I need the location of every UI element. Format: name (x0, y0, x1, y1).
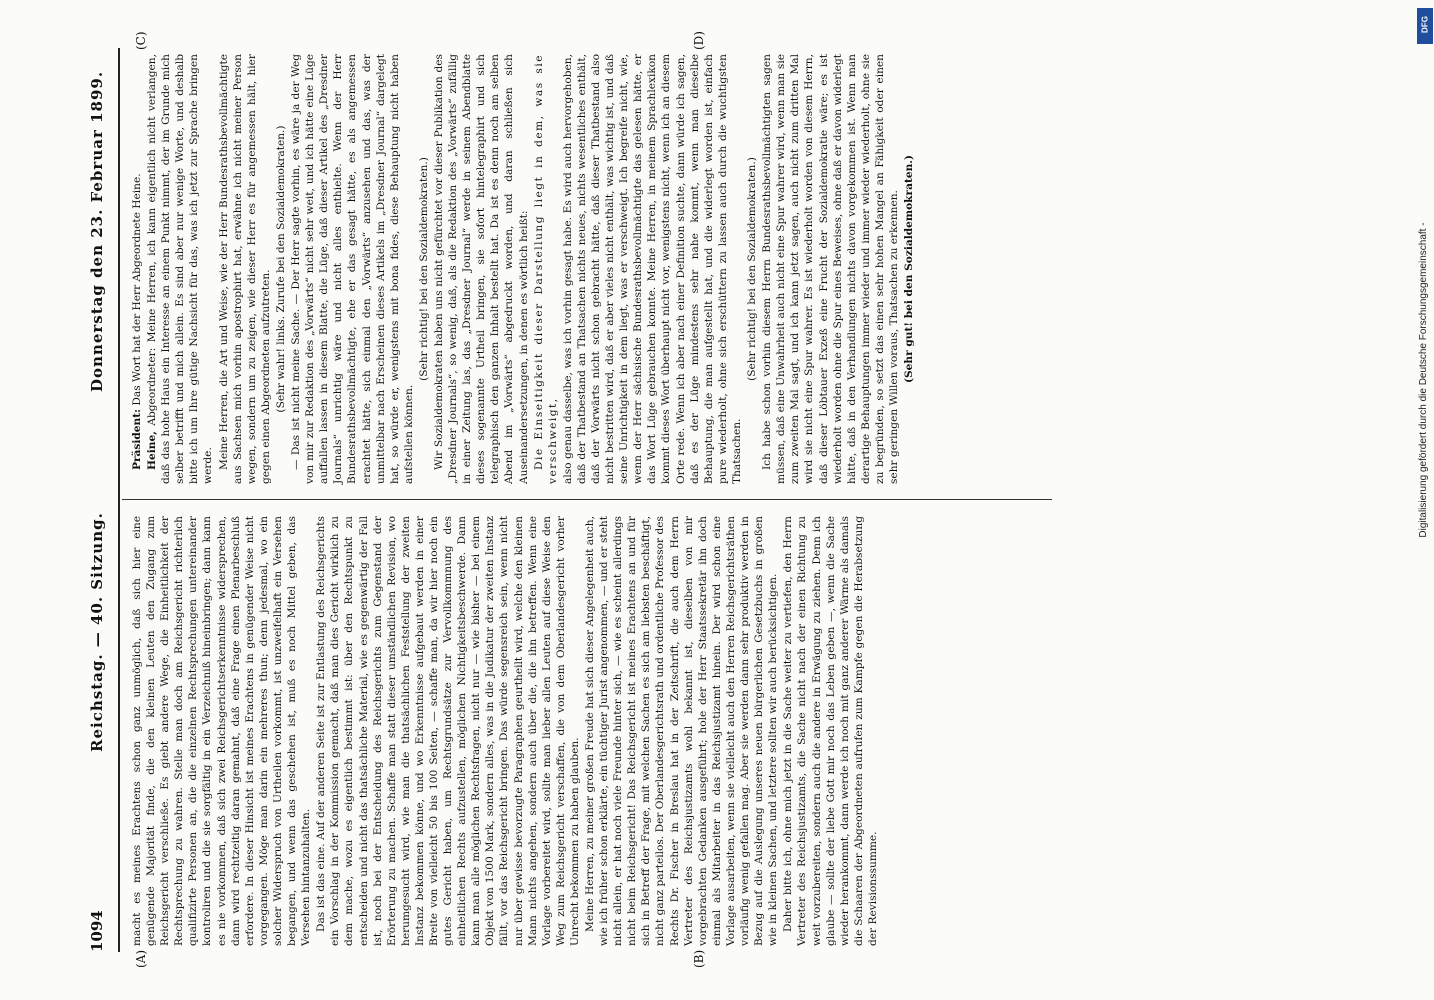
right-paragraph-2: — Das ist nicht meine Sache. — Der Herr sagte vorhin, es wäre ja der Weg von mir zur Redaktion des „Vorwärts“ nicht sehr weit, und ich hätte eine Lüge auffallen lassen in diesem Blatte, die Lüge, daß dieser Artikel des „Dresdner Journals“ unrichtig wäre und nicht alles enthielte. Wenn der Herr Bundesrathsbevollmächtigte, ehe er das gesagt hätte, es als angemessen erachtet hätte, sich einmal den „Vorwärts“ anzusehen und das, was der unmittelbar nach Erscheinen dieses Artikels im „Dresdner Journal“ dargelegt hat, so würde er, wenigstens mit bona fides, diese Behauptung nicht haben aufstellen können. (290, 54, 415, 484)
left-column (130, 516, 1210, 946)
interjection-2: (Sehr richtig! bei den Sozialdemokraten.) (417, 157, 430, 381)
right-column (130, 54, 916, 484)
digitization-credit: Digitalisierung gefördert durch die Deutsche Forschungsgemeinschaft - (1418, 222, 1429, 538)
right-paragraph-4: also genau dasselbe, was ich vorhin gesagt habe. Es wird auch hervorgehoben, daß der Thatbestand an Thatsachen nichts neues, nichts wesentliches enthält, daß der Vorwärts nicht schon gebracht hätte, daß dieser Thatbestand also nicht bestritten wird, daß er aber vieles nicht enthält, was wichtig ist, und daß seine Unrichtigkeit in dem liegt, was er verschweigt. Ich begreife nicht, wie, wenn der Herr sächsische Bundesrathsbevollmächtigte das gelesen hätte, er das Wort Lüge gebrauchen konnte. Meine Herren, in meinem Sprachlexikon kommt dieses Wort überhaupt nicht vor, wenigstens nicht, wenn ich an diesem Orte rede. Wenn ich aber nach einer Definition suchte, dann würde ich sagen, daß es der Lüge mindestens sehr nahe kommt, wenn man dieselbe Behauptung, die man aufgestellt hat, und die widerlegt worden ist, einfach pure wiederholt, ohne sich erschüttern zu lassen auch durch die wuchtigsten Thatsachen. (561, 54, 743, 484)
dfg-logo: DFG (1417, 8, 1433, 44)
left-paragraph-4: Daher bitte ich, ohne mich jetzt in die Sache weiter zu vertiefen, den Herrn Vertreter des Reichsjustizamts, die Sache nicht nach der einen Richtung zu weit vorzubereiten, sondern auch die andere in Erwägung zu ziehen. Denn ich glaube — sollte der liebe Gott mir noch das Leben geben —, wenn die Sache wieder herankommt, dann werde ich noch mit ganz anderer Wärme als damals die Schaaren der Abgeordneten aufrufen zum Kampfe gegen die Herabsetzung der Revisionssumme. (782, 516, 879, 946)
margin-marker-d: (D) (692, 31, 706, 50)
right-paragraph-1: Meine Herren, die Art und Weise, wie der Herr Bundesrathsbevollmächtigte aus Sachsen mich vorhin apostrophirt hat, erwähne ich nicht meiner Person wegen, sondern um zu zeigen, wie dieser Herr es für angemessen hält, hier gegen einen Abgeordneten aufzutreten. (217, 54, 272, 484)
quoted-passage: Die Einseitigkeit dieser Darstellung liegt in dem, was sie verschweigt, (532, 54, 559, 484)
president-text: Das Wort hat der Herr Abgeordnete Heine. (131, 173, 143, 406)
heine-speech (145, 54, 215, 484)
left-paragraph-1: macht es meines Erachtens schon ganz unmöglich, daß sich hier eine genügende Majorität finde, die den kleinen Leuten den Zugang zum Reichsgericht verschließe. Es giebt andere Wege, die Einheitlichkeit der Rechtsprechung zu wahren. Stelle man doch am Reichsgericht richterlich qualifizirte Personen an, die die einzelnen Rechtsprechungen untereinander kontroliren und die sie sorgfältig in ein Verzeichniß hineinbringen; dann kann es nie vorkommen, daß sich zwei Reichsgerichtserkenntnisse widersprechen, dann wird rechtzeitig daran gemahnt, daß eine Frage einen Plenarbeschluß erfordere. In dieser Hinsicht ist meines Erachtens in genügender Weise nicht vorgegangen. Möge man darin ein mehreres thun; denn jedesmal, wo ein solcher Widerspruch von Urtheilen vorkommt, ist unzweifelhaft ein Versehen begangen, und wenn das geschehen ist, muß es noch Mittel geben, das Versehen hintanzuhalten. (131, 516, 313, 946)
interjection-1: (Sehr wahr! links. Zurufe bei den Sozialdemokraten.) (274, 125, 287, 413)
margin-marker-c: (C) (134, 31, 148, 50)
interjection-3: (Sehr richtig! bei den Sozialdemokraten.) (746, 157, 759, 381)
column-divider (122, 499, 1052, 500)
digitization-sidebar (1416, 0, 1434, 1000)
margin-marker-b: (B) (692, 949, 706, 968)
left-running-head: Reichstag. — 40. Sitzung. (88, 512, 106, 752)
left-paragraph-2: Das ist das eine. Auf der anderen Seite ist zur Entlastung des Reichsgerichts ein Vorschlag in der Kommission gemacht, daß man dies Gericht wirklich zu dem mache, wozu es eigentlich bestimmt ist: über den Rechtspunkt zu entscheiden und nicht das thatsächliche Material, wie es gegenwärtig der Fall ist, noch bei der Entscheidung des Reichsgerichts zum Gegenstand der Erörterung zu machen. Schaffe man statt dieser umständlichen Revision, wo herumgesucht wird, wie man die thatsächlichen Feststellung der zweiten Instanz bekommen könne, und wo Erkenntnisse aufgebaut werden in einer Breite von vielleicht 50 bis 100 Seiten, — schaffe man, da wir hier noch ein gutes Gericht haben, um Rechtsgrundsätze zur Vervollkommnung des einheitlichen Rechts aufzustellen, möglichen Nichtigkeitsbeschwerde. Dann kann man alle möglichen Rechtsfragen, nicht nur — wie bisher — bei einem Objekt von 1500 Mark, sondern alles, was in die Judikatur der zweiten Instanz fällt, vor das Reichsgericht bringen. Das würde segensreich sein, wenn nicht nur über gewisse bevorzugte Paragraphen geurtheilt wird, welche den kleinen Mann nichts angehen, sondern auch über die, die ihn betreffen. Wenn eine Vorlage vorbereitet wird, sollte man lieber allen Leuten auf diese Weise den Weg zum Reichsgericht verschaffen, die von dem Oberlandesgericht vorher Unrecht bekommen zu haben glauben. (315, 516, 581, 946)
president-speech (130, 54, 144, 484)
heine-intro-text: Abgeordneter: Meine Herren, ich kann eigentlich nicht verlangen, daß das hohe Haus ein Interesse an einem Punkt nimmt, der im Grunde mich selber betrifft und mich allein. Es sind aber nur wenige Worte, und deshalb bitte ich um Ihre gütige Nachsicht für das, was ich jetzt zur Sprache bringen werde. (146, 54, 215, 484)
left-paragraph-3: Meine Herren, zu meiner großen Freude hat sich dieser Angelegenheit auch, wie ich früher schon erklärte, ein tüchtiger Jurist angenommen, — und er steht nicht allein, er hat noch viele Freunde hinter sich, — wie es scheint allerdings nicht beim Reichsgericht! Das Reichsgericht ist meines Erachtens an und für sich in Betreff der Frage, mit welchen Sachen es sich am liebsten beschäftigt, nicht ganz parteilos. Der Oberlandesgerichtsrath und ordentliche Professor des Rechts Dr. Fischer in Breslau hat in der Zeitschrift, die auch dem Herrn Vertreter des Reichsjustizamts wohl bekannt ist, dieselben von mir vorgebrachten Gedanken ausgeführt; hole der Herr Staatssekretär ihn doch einmal als Mitarbeiter in das Reichsjustizamt hinein. Der wird schon eine Vorlage ausarbeiten, wenn sie vielleicht auch den Herren Reichsgerichtsräthen vorläufig wenig gefallen mag. Aber sie werden dann sehr produktiv werden in Bezug auf die Auslegung unseres neuen bürgerlichen Gesetzbuchs in großen wie in kleinen Sachen, und letztere sollten wir auch berücksichtigen. (584, 516, 780, 946)
header-rule (118, 48, 120, 952)
speaker-president: Präsident: (131, 408, 143, 470)
speaker-heine: Heine, (146, 431, 159, 470)
page-number: 1094 (88, 910, 106, 952)
right-paragraph-3: Wir Sozialdemokraten haben uns nicht gefürchtet vor dieser Publikation des „Dresdner Journals“, so wenig, daß, als die Redaktion des „Vorwärts“ zufällig in einer Zeitung las, das „Dresdner Journal“ werde in seinem Abendblatte dieses sogenannte Urtheil bringen, sie sofort hintelegraphirt und sich telegraphisch den ganzen Inhalt bestellt hat. Da ist es denn noch am selben Abend im „Vorwärts“ abgedruckt worden, und daran schließen sich Auseinandersetzungen, in denen es wörtlich heißt: (432, 54, 530, 484)
interjection-4: (Sehr gut! bei den Sozialdemokraten.) (903, 155, 916, 384)
margin-marker-a: (A) (134, 949, 148, 968)
rotated-page (52, 30, 1382, 970)
right-running-head: Donnerstag den 23. Februar 1899. (88, 70, 106, 392)
running-header (88, 48, 116, 952)
right-paragraph-5: Ich habe schon vorhin diesem Herrn Bundesrathsbevollmächtigten sagen müssen, daß eine Unwahrheit auch nicht eine Spur wahrer wird, wenn man sie zum zweiten Mal sagt, und ich kann jetzt sagen, auch nicht zum dritten Mal wird sie nicht eine Spur wahrer. Es ist wiederholt worden von diesem Herrn, daß dieser Löbtauer Exzeß eine Frucht der Sozialdemokratie wäre; es ist wiederholt worden ohne die Spur eines Beweises, ohne daß er davon widerlegt hätte, daß in den Verhandlungen nichts davon vorgekommen ist. Wenn man derartige Behauptungen immer wieder und immer wieder wiederholt, ohne sie zu begründen, so setzt das einen sehr hohen Mangel an Fähigkeit oder einen sehr geringen Willen voraus, Thatsachen zu erkennen. (761, 54, 900, 484)
